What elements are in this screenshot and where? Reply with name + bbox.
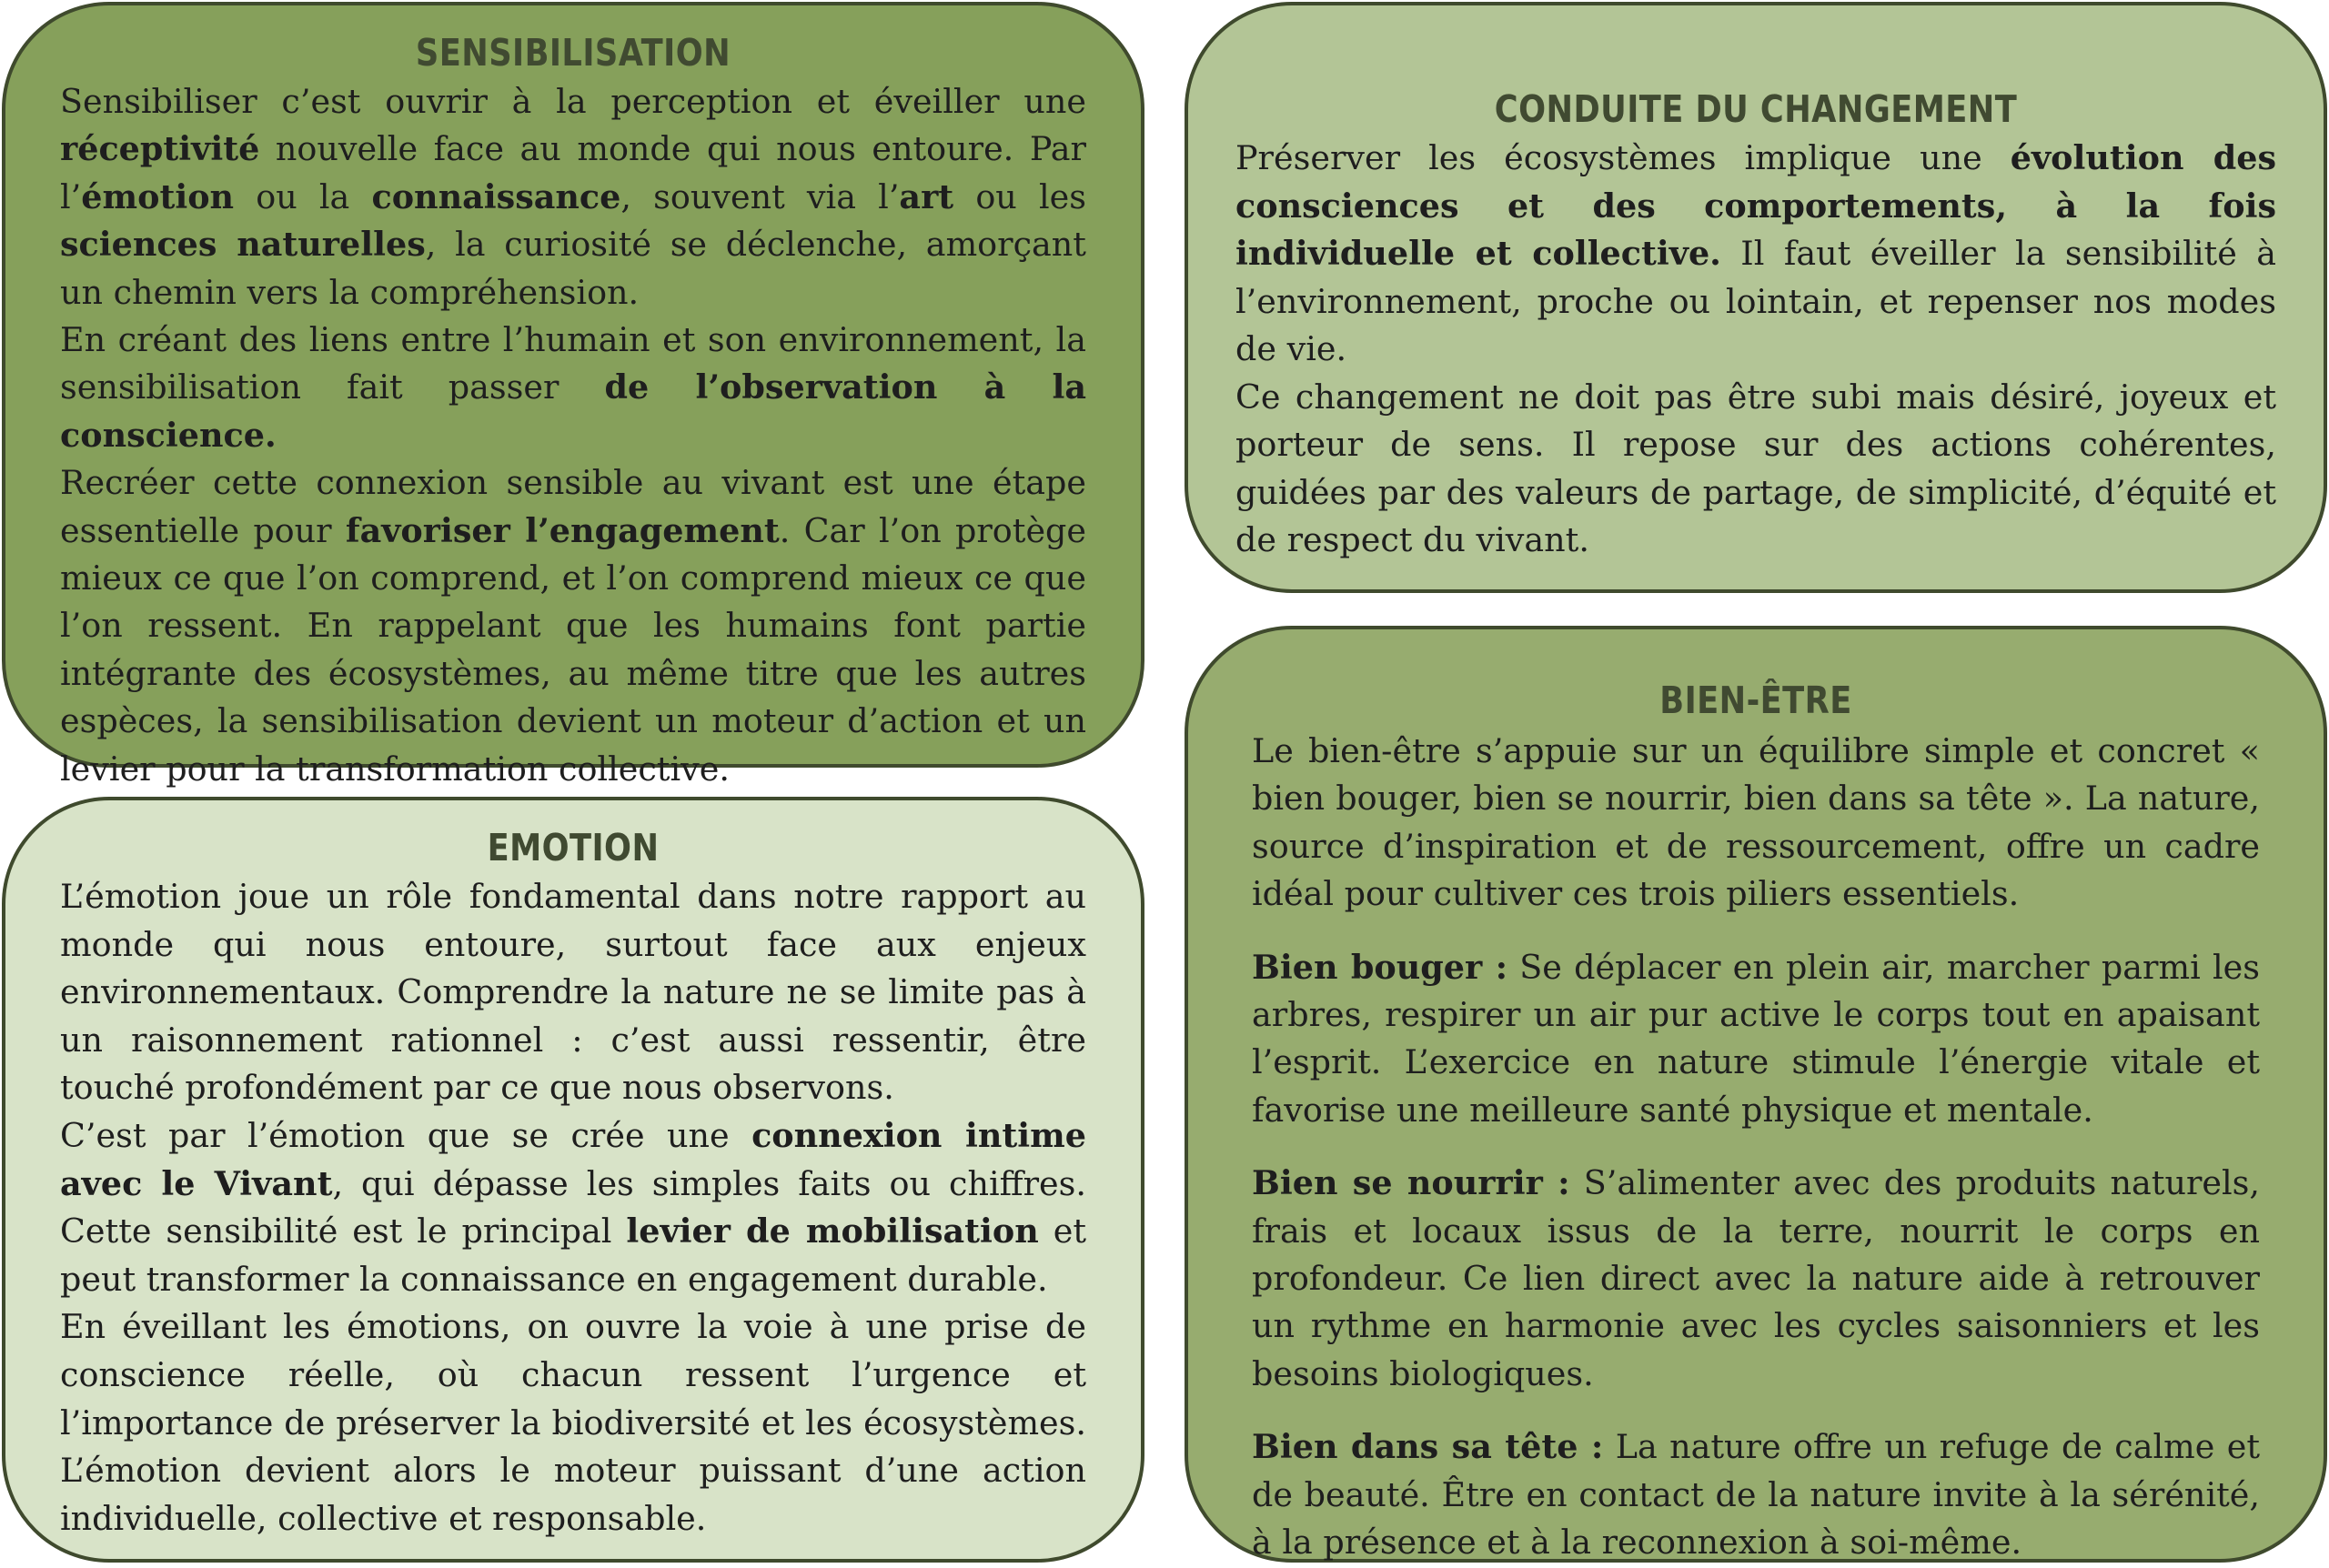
conduite-paragraph-2: Ce changement ne doit pas être subi mais désiré, joyeux et porteur de sens. Il repose sur des actions cohérentes, guidées par des valeurs de partage, de simplicité, d’équité et de respect du vivant. xyxy=(1235,377,2276,559)
bien-etre-paragraph-bouger: Bien bouger : Se déplacer en plein air, marcher parmi les arbres, respirer un air pur active le corps tout en apaisant l’esprit. L’exercice en nature stimule l’énergie vitale et favorise une meilleure santé physique et mentale. xyxy=(1252,947,2260,1130)
bien-etre-card xyxy=(1185,626,2327,1563)
emotion-title: EMOTION xyxy=(487,826,660,869)
sensibilisation-paragraph-1: Sensibiliser c’est ouvrir à la perception et éveiller une réceptivité nouvelle face au monde qui nous entoure. Par l’émotion ou la connaissance, souvent via l’art ou les sciences naturelles, la curiosité se déclenche, amorçant un chemin vers la compréhension. xyxy=(60,82,1086,312)
sensibilisation-title: SENSIBILISATION xyxy=(415,31,731,75)
bien-etre-paragraph-tete: Bien dans sa tête : La nature offre un refuge de calme et de beauté. Être en contact de la nature invite à la sérénité, à la présence et à la reconnexion à soi-même. xyxy=(1252,1427,2260,1563)
conduite-changement-title: CONDUITE DU CHANGEMENT xyxy=(1494,87,2018,131)
bien-etre-paragraph-intro: Le bien-être s’appuie sur un équilibre simple et concret « bien bouger, bien se nourrir, bien dans sa tête ». La nature, source d’inspiration et de ressourcement, offre un cadre idéal pour cultiver ces trois piliers essentiels. xyxy=(1252,731,2260,914)
conduite-paragraph-1: Préserver les écosystèmes implique une évolution des consciences et des comportements, à la fois individuelle et collective. Il faut éveiller la sensibilité à l’environnement, proche ou lointain, et repenser nos modes de vie. xyxy=(1235,138,2276,368)
sensibilisation-paragraph-2: En créant des liens entre l’humain et son environnement, la sensibilisation fait passer de l’observation à la conscience. xyxy=(60,320,1086,455)
emotion-paragraph-3: En éveillant les émotions, on ouvre la voie à une prise de conscience réelle, où chacun ressent l’urgence et l’importance de préserver la biodiversité et les écosystèmes. L’émotion devient alors le moteur puissant d’une action individuelle, collective et responsable. xyxy=(60,1307,1086,1538)
bien-etre-title: BIEN-ÊTRE xyxy=(1659,678,1852,722)
bien-etre-paragraph-nourrir: Bien se nourrir : S’alimenter avec des produits naturels, frais et locaux issus de la terre, nourrit le corps en profondeur. Ce lien direct avec la nature aide à retrouver un rythme en harmonie avec les cycles saisonniers et les besoins biologiques. xyxy=(1252,1163,2261,1393)
sensibilisation-card xyxy=(2,2,1144,789)
emotion-paragraph-2: C’est par l’émotion que se crée une connexion intime avec le Vivant, qui dépasse les simples faits ou chiffres. Cette sensibilité est le principal levier de mobilisation et peut transformer la connaissance en engagement durable. xyxy=(60,1115,1086,1299)
emotion-card xyxy=(2,797,1144,1563)
sensibilisation-paragraph-3: Recréer cette connexion sensible au vivant est une étape essentielle pour favoriser l’engagement. Car l’on protège mieux ce que l’on comprend, et l’on comprend mieux ce que l’on ressent. En rappelant que les humains font partie intégrante des écosystèmes, au même titre que les autres espèces, la sensibilisation devient un moteur d’action et un levier pour la transformation collective. xyxy=(60,463,1087,789)
conduite-changement-card xyxy=(1185,2,2327,593)
emotion-paragraph-1: L’émotion joue un rôle fondamental dans notre rapport au monde qui nous entoure, surtout face aux enjeux environnementaux. Comprendre la nature ne se limite pas à un raisonnement rationnel : c’est aussi ressentir, être touché profondément par ce que nous observons. xyxy=(60,877,1086,1108)
